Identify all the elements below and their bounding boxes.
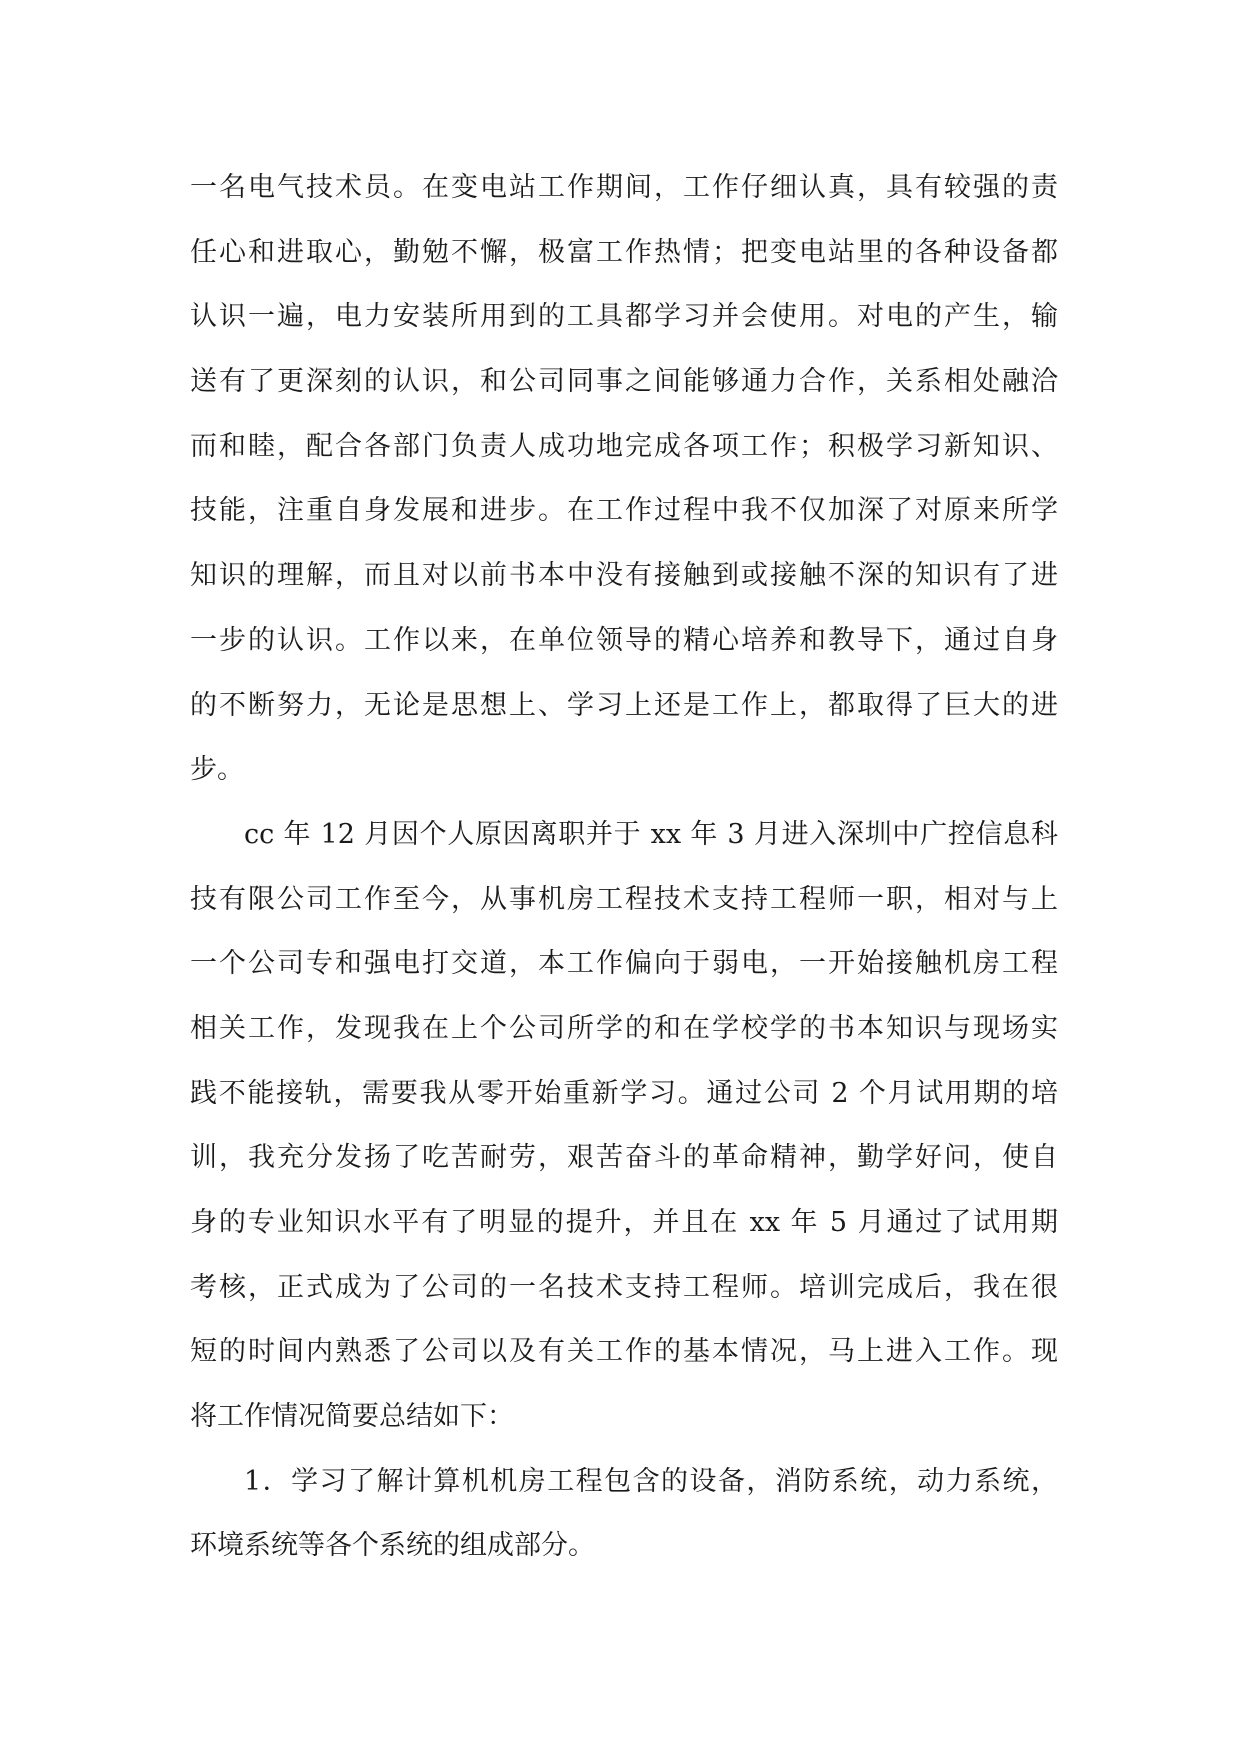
text-line: 步。: [190, 754, 244, 786]
text-line: 1．学习了解计算机机房工程包含的设备，消防系统，动力系统，: [244, 1465, 1058, 1497]
text-line: 技有限公司工作至今，从事机房工程技术支持工程师一职，相对与上: [190, 883, 1058, 915]
text-line: 相关工作，发现我在上个公司所学的和在学校学的书本知识与现场实: [190, 1012, 1058, 1044]
text-line: 考核，正式成为了公司的一名技术支持工程师。培训完成后，我在很: [190, 1271, 1058, 1303]
paragraph-work-experience: [190, 156, 1058, 803]
text-line: 送有了更深刻的认识，和公司同事之间能够通力合作，关系相处融洽: [190, 366, 1058, 398]
text-line: 的不断努力，无论是思想上、学习上还是工作上，都取得了巨大的进: [190, 689, 1058, 721]
text-line: 技能，注重自身发展和进步。在工作过程中我不仅加深了对原来所学: [190, 495, 1058, 527]
text-line: 将工作情况简要总结如下：: [190, 1401, 514, 1433]
text-line: 短的时间内熟悉了公司以及有关工作的基本情况，马上进入工作。现: [190, 1336, 1058, 1368]
paragraph-list-item-1: [190, 1450, 1058, 1579]
text-line: 一个公司专和强电打交道，本工作偏向于弱电，一开始接触机房工程: [190, 948, 1058, 980]
text-line: cc 年 12 月因个人原因离职并于 xx 年 3 月进入深圳中广控信息科: [244, 818, 1058, 850]
body-text: [190, 156, 1058, 1579]
paragraph-job-change: [190, 803, 1058, 1450]
text-line: 知识的理解，而且对以前书本中没有接触到或接触不深的知识有了进: [190, 560, 1058, 592]
text-line: 训，我充分发扬了吃苦耐劳，艰苦奋斗的革命精神，勤学好问，使自: [190, 1142, 1058, 1174]
text-line: 而和睦，配合各部门负责人成功地完成各项工作；积极学习新知识、: [190, 430, 1058, 462]
text-line: 任心和进取心，勤勉不懈，极富工作热情；把变电站里的各种设备都: [190, 236, 1058, 268]
text-line: 践不能接轨，需要我从零开始重新学习。通过公司 2 个月试用期的培: [190, 1077, 1058, 1109]
text-line: 身的专业知识水平有了明显的提升，并且在 xx 年 5 月通过了试用期: [190, 1207, 1058, 1238]
text-line: 一步的认识。工作以来，在单位领导的精心培养和教导下，通过自身: [190, 624, 1058, 656]
text-line: 一名电气技术员。在变电站工作期间，工作仔细认真，具有较强的责: [190, 172, 1058, 203]
text-line: 认识一遍，电力安装所用到的工具都学习并会使用。对电的产生，输: [190, 301, 1058, 333]
text-line: 环境系统等各个系统的组成部分。: [190, 1530, 595, 1562]
